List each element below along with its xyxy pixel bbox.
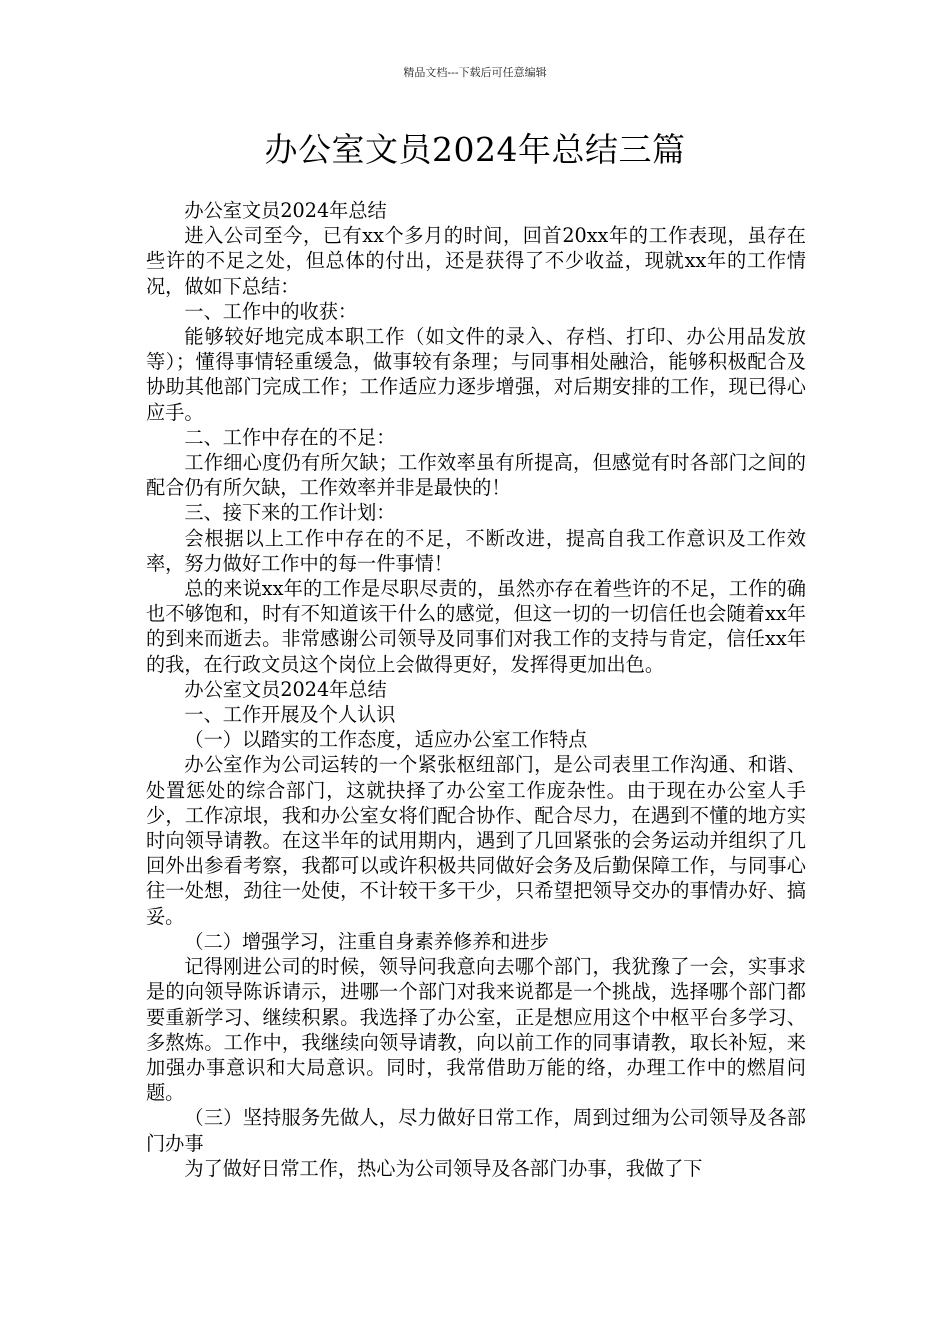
document-body [146, 198, 806, 1181]
paragraph-section-title-2: 办公室文员2024年总结 [184, 677, 387, 701]
paragraph-conclusion: 总的来说xx年的工作是尽职尽责的，虽然亦存在着些许的不足，工作的确也不够饱和，时有不知道该干什么的感觉，但这一切的一切信任也会随着xx年的到来而逝去。非常感谢公司领导及同事们对我工作的支持与肯定，信任xx年的我，在行政文员这个岗位上会做得更好，发挥得更加出色。 [146, 577, 806, 676]
paragraph-heading-shortcomings: 二、工作中存在的不足： [184, 425, 396, 449]
document-title: 办公室文员2024年总结三篇 [264, 130, 686, 169]
paragraph-office-role: 办公室作为公司运转的一个紧张枢纽部门，是公司表里工作沟通、和谐、处置惩处的综合部门，这就抉择了办公室工作庞杂性。由于现在办公室人手少，工作凉垠，我和办公室女将们配合协作、配合尽力，在遇到不懂的地方实时向领导请教。在这半年的试用期内，遇到了几回紧张的会务运动并组织了几回外出参看考察，我都可以或许积极共同做好会务及后勤保障工作，与同事心往一处想，劲往一处使，不计较干多干少，只希望把领导交办的事情办好、搞妥。 [146, 753, 806, 928]
paragraph-gains: 能够较好地完成本职工作（如文件的录入、存档、打印、办公用品发放等）；懂得事情轻重缓急，做事较有条理；与同事相处融洽，能够积极配合及协助其他部门完成工作；工作适应力逐步增强，对后期安排的工作，现已得心应手。 [146, 325, 806, 424]
paragraph-learning: 记得刚进公司的时候，领导问我意向去哪个部门，我犹豫了一会，实事求是的向领导陈诉请示，进哪一个部门对我来说都是一个挑战，选择哪个部门都要重新学习、继续积累。我选择了办公室，正是想应用这个中枢平台多学习、多熬炼。工作中，我继续向领导请教，向以前工作的同事请教，取长补短，来加强办事意识和大局意识。同时，我常借助万能的络，办理工作中的燃眉问题。 [146, 955, 806, 1105]
paragraph-heading-work: 一、工作开展及个人认识 [184, 703, 396, 727]
paragraph-subheading-3: （三）坚持服务先做人，尽力做好日常工作，周到过细为公司领导及各部门办事 [146, 1106, 806, 1155]
paragraph-heading-gains: 一、工作中的收获： [184, 299, 358, 323]
paragraph-section-title-1: 办公室文员2024年总结 [184, 199, 387, 222]
paragraph-intro: 进入公司至今，已有xx个多月的时间，回首20xx年的工作表现，虽存在些许的不足之处，但总体的付出，还是获得了不少收益，现就xx年的工作情况，做如下总结： [146, 224, 806, 298]
paragraph-daily-work: 为了做好日常工作，热心为公司领导及各部门办事，我做了下 [184, 1156, 703, 1180]
page-header-note: 精品文档---下载后可任意编辑 [403, 66, 547, 79]
paragraph-plan: 会根据以上工作中存在的不足，不断改进，提高自我工作意识及工作效率，努力做好工作中的每一件事情！ [146, 526, 806, 575]
paragraph-subheading-2: （二）增强学习，注重自身素养修养和进步 [184, 929, 549, 953]
paragraph-subheading-1: （一）以踏实的工作态度，适应办公室工作特点 [184, 728, 588, 752]
paragraph-shortcomings: 工作细心度仍有所欠缺；工作效率虽有所提高，但感觉有时各部门之间的配合仍有所欠缺，工作效率并非是最快的！ [146, 451, 806, 500]
paragraph-heading-plan: 三、接下来的工作计划： [184, 501, 396, 525]
